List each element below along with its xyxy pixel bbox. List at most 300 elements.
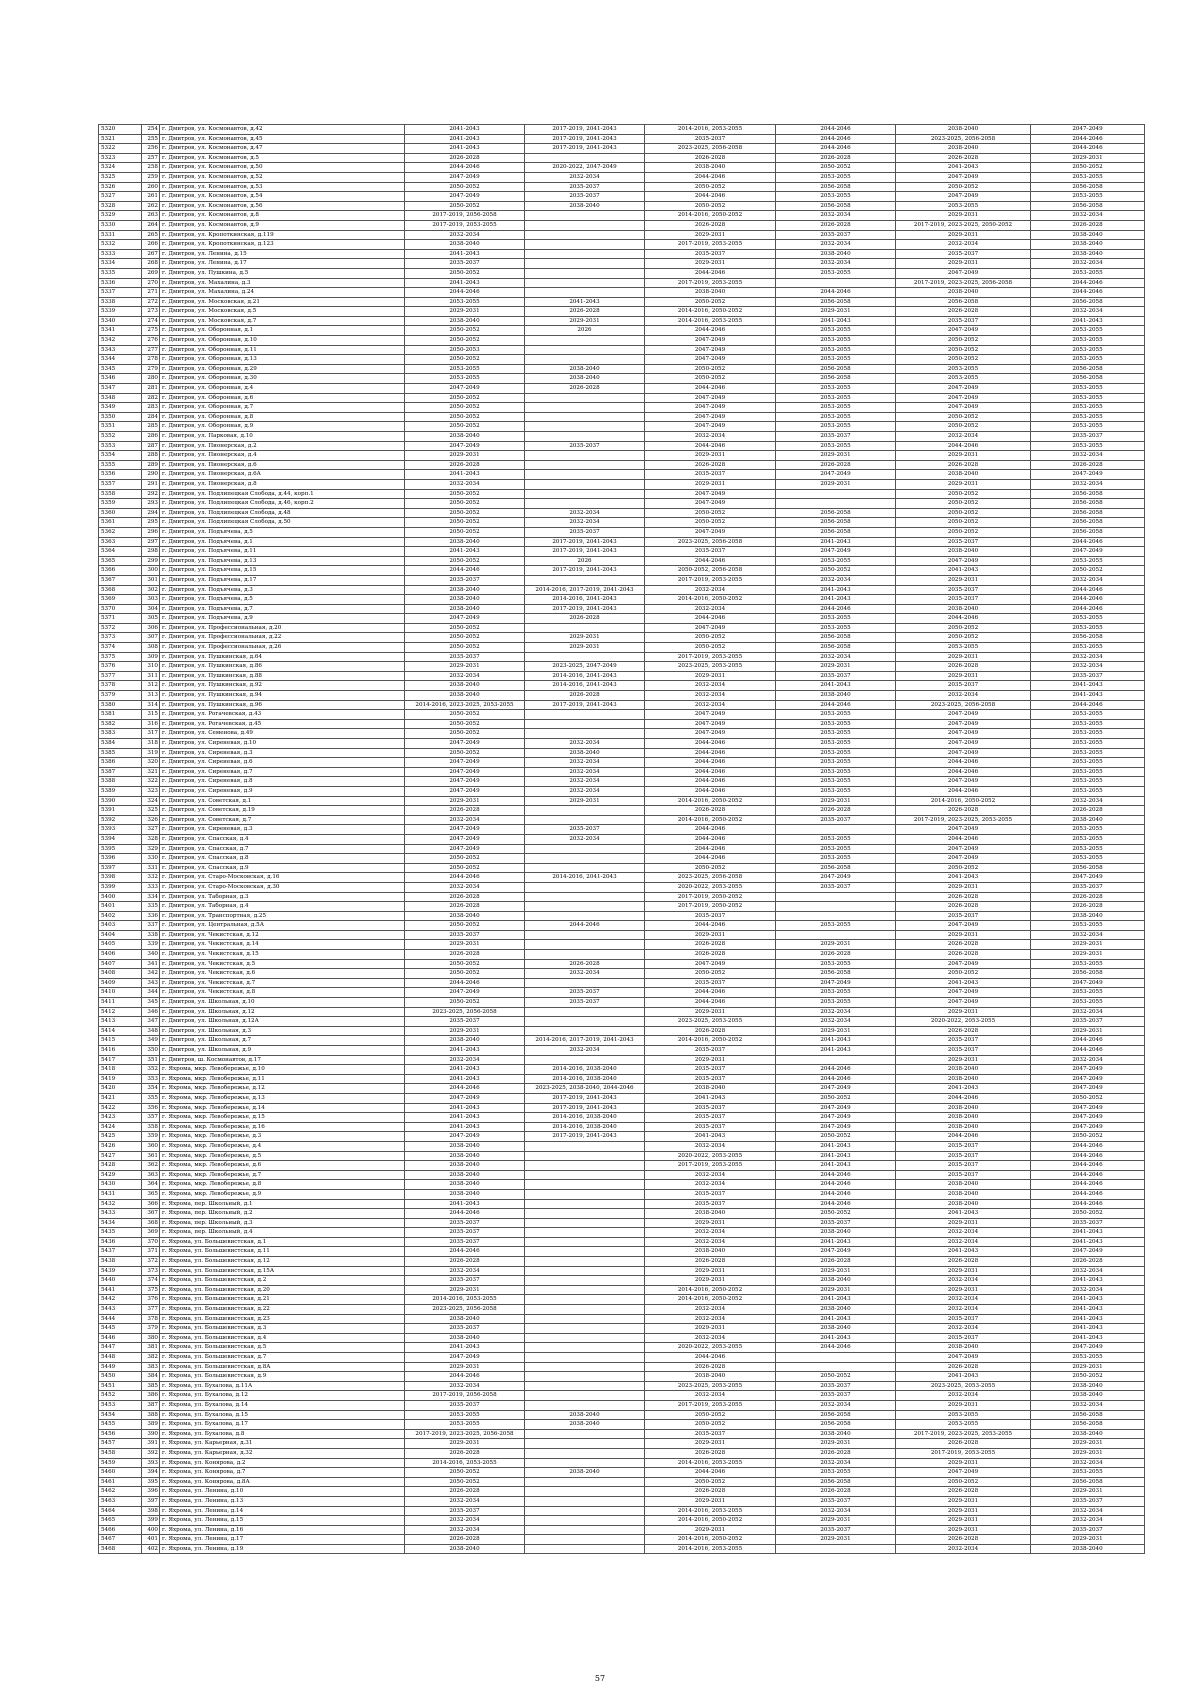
row-number-cell: 5353 — [99, 441, 142, 451]
period-cell-6: 2056-2058 — [1031, 499, 1145, 509]
period-cell-2: 2017-2019, 2041-2043 — [525, 604, 645, 614]
period-cell-1: 2044-2046 — [405, 873, 525, 883]
period-cell-6: 2053-2055 — [1031, 643, 1145, 653]
period-cell-2: 2017-2019, 2041-2043 — [525, 125, 645, 135]
period-cell-2 — [525, 403, 645, 413]
period-cell-3: 2023-2025, 2053-2055 — [645, 662, 776, 672]
period-cell-4: 2047-2049 — [776, 1084, 896, 1094]
item-number-cell: 364 — [142, 1180, 160, 1190]
period-cell-4: 2044-2046 — [776, 144, 896, 154]
period-cell-6: 2026-2028 — [1031, 460, 1145, 470]
row-number-cell: 5386 — [99, 758, 142, 768]
period-cell-5: 2053-2055 — [896, 643, 1031, 653]
period-cell-6: 2026-2028 — [1031, 892, 1145, 902]
row-number-cell: 5462 — [99, 1487, 142, 1497]
row-number-cell: 5405 — [99, 940, 142, 950]
table-row — [99, 1189, 1145, 1199]
period-cell-2: 2032-2034 — [525, 508, 645, 518]
row-number-cell: 5432 — [99, 1199, 142, 1209]
address-cell: г. Яхрома, ул. Ленина, д.10 — [160, 1487, 405, 1497]
period-cell-6: 2032-2034 — [1031, 1400, 1145, 1410]
period-cell-4: 2056-2058 — [776, 1420, 896, 1430]
row-number-cell: 5447 — [99, 1343, 142, 1353]
period-cell-1: 2047-2049 — [405, 172, 525, 182]
table-row — [99, 1477, 1145, 1487]
period-cell-5: 2029-2031 — [896, 1285, 1031, 1295]
item-number-cell: 302 — [142, 585, 160, 595]
item-number-cell: 333 — [142, 882, 160, 892]
item-number-cell: 385 — [142, 1381, 160, 1391]
period-cell-6: 2032-2034 — [1031, 1516, 1145, 1526]
address-cell: г. Яхрома, ул. Большевистская, д.12 — [160, 1257, 405, 1267]
period-cell-3: 2026-2028 — [645, 806, 776, 816]
item-number-cell: 306 — [142, 623, 160, 633]
period-cell-1: 2038-2040 — [405, 240, 525, 250]
item-number-cell: 269 — [142, 268, 160, 278]
period-cell-5: 2044-2046 — [896, 614, 1031, 624]
address-cell: г. Дмитров, ул. Кропоткинская, д.123 — [160, 240, 405, 250]
table-row — [99, 1228, 1145, 1238]
period-cell-6: 2041-2043 — [1031, 1333, 1145, 1343]
table-row — [99, 786, 1145, 796]
period-cell-3: 2020-2022, 2053-2055 — [645, 882, 776, 892]
period-cell-3: 2014-2016, 2050-2052 — [645, 1036, 776, 1046]
row-number-cell: 5333 — [99, 249, 142, 259]
address-cell: г. Дмитров, ул. Пушкинская, д.86 — [160, 662, 405, 672]
item-number-cell: 308 — [142, 643, 160, 653]
period-cell-1: 2038-2040 — [405, 604, 525, 614]
period-cell-5: 2047-2049 — [896, 777, 1031, 787]
period-cell-3: 2035-2037 — [645, 1113, 776, 1123]
period-cell-2 — [525, 892, 645, 902]
period-cell-3: 2038-2040 — [645, 163, 776, 173]
table-row — [99, 403, 1145, 413]
period-cell-4: 2056-2058 — [776, 643, 896, 653]
item-number-cell: 329 — [142, 844, 160, 854]
period-cell-3: 2014-2016, 2050-2052 — [645, 1295, 776, 1305]
address-cell: г. Яхрома, ул. Бухалова, д.17 — [160, 1420, 405, 1430]
period-cell-2 — [525, 575, 645, 585]
period-cell-2: 2017-2019, 2041-2043 — [525, 1093, 645, 1103]
period-cell-2 — [525, 1007, 645, 1017]
period-cell-1: 2035-2037 — [405, 1276, 525, 1286]
table-row — [99, 240, 1145, 250]
period-cell-6: 2053-2055 — [1031, 172, 1145, 182]
period-cell-6: 2029-2031 — [1031, 1448, 1145, 1458]
period-cell-6: 2053-2055 — [1031, 739, 1145, 749]
period-cell-3: 2044-2046 — [645, 739, 776, 749]
row-number-cell: 5375 — [99, 652, 142, 662]
period-cell-4 — [776, 489, 896, 499]
period-cell-6: 2047-2049 — [1031, 1103, 1145, 1113]
address-cell: г. Дмитров, ул. Профессиональная, д.22 — [160, 633, 405, 643]
period-cell-3: 2044-2046 — [645, 556, 776, 566]
period-cell-5: 2038-2040 — [896, 1180, 1031, 1190]
period-cell-4: 2041-2043 — [776, 1046, 896, 1056]
item-number-cell: 342 — [142, 969, 160, 979]
table-row — [99, 1151, 1145, 1161]
item-number-cell: 285 — [142, 422, 160, 432]
period-cell-2: 2026-2028 — [525, 959, 645, 969]
period-cell-3: 2023-2025, 2056-2058 — [645, 144, 776, 154]
period-cell-1: 2035-2037 — [405, 259, 525, 269]
period-cell-1: 2026-2028 — [405, 806, 525, 816]
address-cell: г. Дмитров, ул. Сиреневая, д.8 — [160, 777, 405, 787]
period-cell-2 — [525, 1525, 645, 1535]
row-number-cell: 5359 — [99, 499, 142, 509]
table-row — [99, 125, 1145, 135]
period-cell-6: 2053-2055 — [1031, 345, 1145, 355]
period-cell-5: 2038-2040 — [896, 1343, 1031, 1353]
item-number-cell: 388 — [142, 1410, 160, 1420]
period-cell-1: 2029-2031 — [405, 307, 525, 317]
table-row — [99, 1036, 1145, 1046]
item-number-cell: 361 — [142, 1151, 160, 1161]
address-cell: г. Дмитров, ул. Московская, д.5 — [160, 307, 405, 317]
address-cell: г. Дмитров, ул. Профессиональная, д.26 — [160, 643, 405, 653]
item-number-cell: 288 — [142, 451, 160, 461]
period-cell-1: 2044-2046 — [405, 1209, 525, 1219]
period-cell-6: 2038-2040 — [1031, 1429, 1145, 1439]
table-row — [99, 1218, 1145, 1228]
item-number-cell: 366 — [142, 1199, 160, 1209]
period-cell-1: 2038-2040 — [405, 1141, 525, 1151]
row-number-cell: 5380 — [99, 700, 142, 710]
period-cell-3: 2026-2028 — [645, 950, 776, 960]
period-cell-4: 2056-2058 — [776, 527, 896, 537]
period-cell-1: 2035-2037 — [405, 930, 525, 940]
item-number-cell: 371 — [142, 1247, 160, 1257]
period-cell-1: 2050-2052 — [405, 201, 525, 211]
period-cell-5: 2056-2058 — [896, 297, 1031, 307]
row-number-cell: 5408 — [99, 969, 142, 979]
address-cell: г. Дмитров, ул. Пушкинская, д.92 — [160, 681, 405, 691]
period-cell-4: 2026-2028 — [776, 950, 896, 960]
period-cell-3: 2035-2037 — [645, 1046, 776, 1056]
item-number-cell: 321 — [142, 767, 160, 777]
period-cell-1: 2038-2040 — [405, 585, 525, 595]
period-cell-2 — [525, 288, 645, 298]
row-number-cell: 5378 — [99, 681, 142, 691]
period-cell-3: 2038-2040 — [645, 288, 776, 298]
table-row — [99, 297, 1145, 307]
period-cell-6: 2053-2055 — [1031, 748, 1145, 758]
period-cell-6: 2053-2055 — [1031, 403, 1145, 413]
item-number-cell: 281 — [142, 384, 160, 394]
period-cell-1: 2035-2037 — [405, 1218, 525, 1228]
period-cell-1: 2050-2052 — [405, 959, 525, 969]
row-number-cell: 5446 — [99, 1333, 142, 1343]
row-number-cell: 5371 — [99, 614, 142, 624]
period-cell-2: 2014-2016, 2017-2019, 2041-2043 — [525, 585, 645, 595]
period-cell-6: 2044-2046 — [1031, 1180, 1145, 1190]
period-cell-3: 2026-2028 — [645, 940, 776, 950]
row-number-cell: 5439 — [99, 1266, 142, 1276]
item-number-cell: 335 — [142, 902, 160, 912]
period-cell-5: 2026-2028 — [896, 940, 1031, 950]
table-row — [99, 384, 1145, 394]
address-cell: г. Дмитров, ул. Подлипецкая Слобода, д.44, корп.1 — [160, 489, 405, 499]
table-row — [99, 1055, 1145, 1065]
period-cell-2 — [525, 1314, 645, 1324]
table-row — [99, 940, 1145, 950]
period-cell-5: 2029-2031 — [896, 479, 1031, 489]
period-cell-5: 2050-2052 — [896, 969, 1031, 979]
period-cell-6: 2026-2028 — [1031, 1257, 1145, 1267]
table-row — [99, 412, 1145, 422]
address-cell: г. Яхрома, пер. Школьный, д.3 — [160, 1218, 405, 1228]
row-number-cell: 5329 — [99, 211, 142, 221]
period-cell-5: 2029-2031 — [896, 1055, 1031, 1065]
address-cell: г. Яхрома, ул. Ленина, д.15 — [160, 1516, 405, 1526]
period-cell-2: 2014-2016, 2041-2043 — [525, 873, 645, 883]
item-number-cell: 298 — [142, 547, 160, 557]
address-cell: г. Дмитров, ул. Подъячева, д.1 — [160, 537, 405, 547]
period-cell-2: 2020-2022, 2047-2049 — [525, 163, 645, 173]
row-number-cell: 5388 — [99, 777, 142, 787]
period-cell-2 — [525, 652, 645, 662]
period-cell-5: 2026-2028 — [896, 662, 1031, 672]
period-cell-4: 2035-2037 — [776, 882, 896, 892]
period-cell-4: 2041-2043 — [776, 595, 896, 605]
table-row — [99, 950, 1145, 960]
address-cell: г. Дмитров, ул. Оборонная, д.8 — [160, 412, 405, 422]
period-cell-6: 2038-2040 — [1031, 230, 1145, 240]
period-cell-4: 2032-2034 — [776, 652, 896, 662]
period-cell-6: 2029-2031 — [1031, 1487, 1145, 1497]
address-cell: г. Яхрома, ул. Бухалова, д.12 — [160, 1391, 405, 1401]
period-cell-4: 2035-2037 — [776, 230, 896, 240]
period-cell-3: 2023-2025, 2056-2058 — [645, 873, 776, 883]
table-row — [99, 259, 1145, 269]
item-number-cell: 391 — [142, 1439, 160, 1449]
period-cell-1: 2038-2040 — [405, 1036, 525, 1046]
row-number-cell: 5366 — [99, 566, 142, 576]
row-number-cell: 5356 — [99, 470, 142, 480]
period-cell-4 — [776, 1362, 896, 1372]
item-number-cell: 272 — [142, 297, 160, 307]
item-number-cell: 260 — [142, 182, 160, 192]
item-number-cell: 348 — [142, 1026, 160, 1036]
table-row — [99, 153, 1145, 163]
address-cell: г. Дмитров, ул. Сиреневая, д.3 — [160, 825, 405, 835]
address-cell: г. Яхрома, мкр. Левобережье, д.5 — [160, 1151, 405, 1161]
period-cell-3: 2017-2019, 2053-2055 — [645, 652, 776, 662]
row-number-cell: 5444 — [99, 1314, 142, 1324]
period-cell-4: 2032-2034 — [776, 1506, 896, 1516]
period-cell-3: 2050-2052 — [645, 182, 776, 192]
address-cell: г. Дмитров, ул. Чекистская, д.14 — [160, 940, 405, 950]
period-cell-5: 2035-2037 — [896, 537, 1031, 547]
period-cell-1: 2047-2049 — [405, 758, 525, 768]
period-cell-2: 2038-2040 — [525, 748, 645, 758]
address-cell: г. Дмитров, ул. Центральная, д.5А — [160, 921, 405, 931]
table-row — [99, 863, 1145, 873]
table-row — [99, 479, 1145, 489]
period-cell-1: 2035-2037 — [405, 1506, 525, 1516]
table-row — [99, 700, 1145, 710]
row-number-cell: 5358 — [99, 489, 142, 499]
item-number-cell: 338 — [142, 930, 160, 940]
item-number-cell: 292 — [142, 489, 160, 499]
period-cell-5: 2017-2019, 2023-2025, 2050-2052 — [896, 220, 1031, 230]
period-cell-4: 2029-2031 — [776, 451, 896, 461]
address-cell: г. Дмитров, ул. Спасская, д.8 — [160, 854, 405, 864]
period-cell-4 — [776, 892, 896, 902]
table-row — [99, 1353, 1145, 1363]
period-cell-3: 2050-2052 — [645, 969, 776, 979]
period-cell-6: 2053-2055 — [1031, 355, 1145, 365]
period-cell-4: 2053-2055 — [776, 767, 896, 777]
table-row — [99, 1132, 1145, 1142]
address-cell: г. Яхрома, ул. Большевистская, д.8А — [160, 1362, 405, 1372]
address-cell: г. Яхрома, мкр. Левобережье, д.8 — [160, 1180, 405, 1190]
address-cell: г. Дмитров, ул. Чекистская, д.5 — [160, 959, 405, 969]
period-cell-2 — [525, 1285, 645, 1295]
period-cell-3: 2050-2052 — [645, 1420, 776, 1430]
period-cell-2 — [525, 930, 645, 940]
item-number-cell: 392 — [142, 1448, 160, 1458]
row-number-cell: 5463 — [99, 1496, 142, 1506]
item-number-cell: 277 — [142, 345, 160, 355]
period-cell-4: 2026-2028 — [776, 1487, 896, 1497]
address-cell: г. Дмитров, ул. Сиреневая, д.9 — [160, 786, 405, 796]
period-cell-4: 2056-2058 — [776, 297, 896, 307]
item-number-cell: 386 — [142, 1391, 160, 1401]
address-cell: г. Дмитров, ул. Пушкинская, д.94 — [160, 691, 405, 701]
period-cell-6: 2041-2043 — [1031, 1276, 1145, 1286]
item-number-cell: 401 — [142, 1535, 160, 1545]
address-cell: г. Дмитров, ул. Подъячева, д.9 — [160, 614, 405, 624]
row-number-cell: 5412 — [99, 1007, 142, 1017]
period-cell-2: 2032-2034 — [525, 767, 645, 777]
period-cell-2: 2035-2037 — [525, 192, 645, 202]
period-cell-1: 2029-2031 — [405, 940, 525, 950]
row-number-cell: 5467 — [99, 1535, 142, 1545]
period-cell-2: 2017-2019, 2041-2043 — [525, 144, 645, 154]
row-number-cell: 5379 — [99, 691, 142, 701]
period-cell-3: 2023-2025, 2053-2055 — [645, 1381, 776, 1391]
address-cell: г. Дмитров, ул. Подлипецкая Слобода, д.48 — [160, 508, 405, 518]
address-cell: г. Дмитров, ул. Пионерская, д.6А — [160, 470, 405, 480]
period-cell-3: 2017-2019, 2050-2052 — [645, 902, 776, 912]
period-cell-2 — [525, 1228, 645, 1238]
item-number-cell: 293 — [142, 499, 160, 509]
period-cell-1: 2050-2052 — [405, 268, 525, 278]
item-number-cell: 305 — [142, 614, 160, 624]
row-number-cell: 5325 — [99, 172, 142, 182]
period-cell-4: 2056-2058 — [776, 201, 896, 211]
row-number-cell: 5360 — [99, 508, 142, 518]
item-number-cell: 259 — [142, 172, 160, 182]
address-cell: г. Дмитров, ул. Космонавтов, д.8 — [160, 211, 405, 221]
period-cell-4: 2056-2058 — [776, 518, 896, 528]
row-number-cell: 5326 — [99, 182, 142, 192]
item-number-cell: 370 — [142, 1237, 160, 1247]
address-cell: г. Яхрома, мкр. Левобережье, д.10 — [160, 1065, 405, 1075]
period-cell-6: 2029-2031 — [1031, 950, 1145, 960]
period-cell-1: 2047-2049 — [405, 441, 525, 451]
table-row — [99, 825, 1145, 835]
row-number-cell: 5346 — [99, 374, 142, 384]
period-cell-1: 2050-2052 — [405, 1477, 525, 1487]
period-cell-1: 2032-2034 — [405, 1496, 525, 1506]
period-cell-2: 2032-2034 — [525, 777, 645, 787]
period-cell-1: 2032-2034 — [405, 882, 525, 892]
period-cell-6: 2026-2028 — [1031, 902, 1145, 912]
period-cell-2 — [525, 1141, 645, 1151]
item-number-cell: 378 — [142, 1314, 160, 1324]
row-number-cell: 5332 — [99, 240, 142, 250]
table-row — [99, 288, 1145, 298]
period-cell-3: 2035-2037 — [645, 1199, 776, 1209]
address-cell: г. Яхрома, ул. Бухалова, д.11А — [160, 1381, 405, 1391]
period-cell-2 — [525, 1429, 645, 1439]
item-number-cell: 355 — [142, 1093, 160, 1103]
table-row — [99, 1381, 1145, 1391]
item-number-cell: 322 — [142, 777, 160, 787]
period-cell-6: 2053-2055 — [1031, 556, 1145, 566]
period-cell-2: 2038-2040 — [525, 1410, 645, 1420]
row-number-cell: 5348 — [99, 393, 142, 403]
period-cell-1: 2044-2046 — [405, 1247, 525, 1257]
item-number-cell: 283 — [142, 403, 160, 413]
period-cell-6: 2056-2058 — [1031, 1420, 1145, 1430]
period-cell-2 — [525, 1266, 645, 1276]
period-cell-6: 2053-2055 — [1031, 998, 1145, 1008]
period-cell-5: 2035-2037 — [896, 1161, 1031, 1171]
period-cell-3: 2050-2052 — [645, 518, 776, 528]
table-row — [99, 1103, 1145, 1113]
period-cell-5: 2047-2049 — [896, 748, 1031, 758]
period-cell-1: 2050-2052 — [405, 393, 525, 403]
period-cell-3: 2050-2052 — [645, 374, 776, 384]
period-cell-4: 2032-2034 — [776, 1007, 896, 1017]
period-cell-6: 2056-2058 — [1031, 863, 1145, 873]
table-row — [99, 1333, 1145, 1343]
period-cell-5: 2047-2049 — [896, 556, 1031, 566]
period-cell-3: 2014-2016, 2053-2055 — [645, 316, 776, 326]
period-cell-3: 2032-2034 — [645, 1141, 776, 1151]
period-cell-2: 2035-2037 — [525, 998, 645, 1008]
period-cell-3: 2038-2040 — [645, 1209, 776, 1219]
address-cell: г. Дмитров, ул. Подъячева, д.7 — [160, 604, 405, 614]
item-number-cell: 354 — [142, 1084, 160, 1094]
table-row — [99, 691, 1145, 701]
period-cell-2 — [525, 815, 645, 825]
period-cell-3: 2035-2037 — [645, 1074, 776, 1084]
period-cell-1: 2032-2034 — [405, 815, 525, 825]
period-cell-2: 2017-2019, 2041-2043 — [525, 1103, 645, 1113]
period-cell-3: 2029-2031 — [645, 1218, 776, 1228]
period-cell-1: 2041-2043 — [405, 1199, 525, 1209]
period-cell-2 — [525, 950, 645, 960]
period-cell-6: 2029-2031 — [1031, 1026, 1145, 1036]
table-row — [99, 1017, 1145, 1027]
address-cell: г. Яхрома, ул. Большевистская, д.23 — [160, 1314, 405, 1324]
row-number-cell: 5411 — [99, 998, 142, 1008]
period-cell-4: 2047-2049 — [776, 470, 896, 480]
row-number-cell: 5342 — [99, 336, 142, 346]
period-cell-3: 2017-2019, 2053-2055 — [645, 278, 776, 288]
period-cell-5: 2026-2028 — [896, 950, 1031, 960]
period-cell-4: 2038-2040 — [776, 1305, 896, 1315]
address-cell: г. Дмитров, ул. Оборонная, д.6 — [160, 393, 405, 403]
row-number-cell: 5339 — [99, 307, 142, 317]
table-row — [99, 163, 1145, 173]
period-cell-5: 2041-2043 — [896, 978, 1031, 988]
period-cell-3: 2047-2049 — [645, 336, 776, 346]
